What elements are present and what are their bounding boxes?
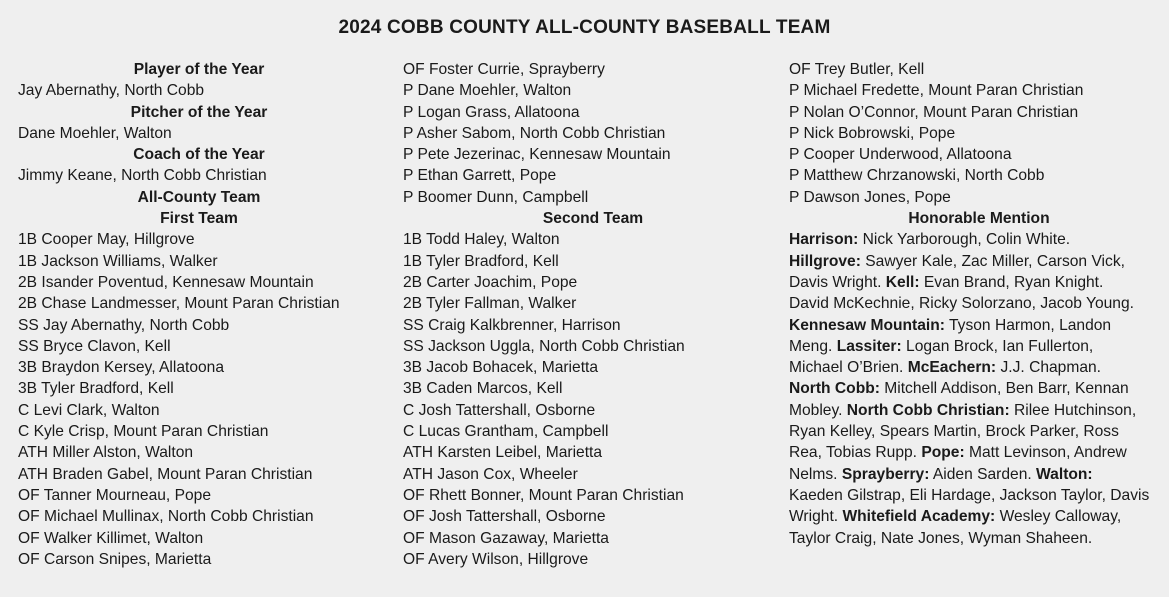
school-name: Pope: [921, 444, 965, 462]
player-entry: P Matthew Chrzanowski, North Cobb [789, 167, 1045, 185]
honorable-mention-line [789, 442, 1169, 463]
player-names: Nick Yarborough, Colin White. [858, 231, 1071, 249]
player-entry: 1B Tyler Bradford, Kell [403, 252, 559, 270]
school-name: Walton: [1036, 465, 1093, 483]
player-entry: ATH Miller Alston, Walton [18, 444, 194, 462]
player-entry: C Levi Clark, Walton [18, 401, 160, 419]
player-entry: OF Josh Tattershall, Osborne [403, 508, 606, 526]
player-entry: ATH Braden Gabel, Mount Paran Christian [18, 465, 313, 483]
player-entry: C Josh Tattershall, Osborne [403, 401, 596, 419]
player-names: Kaeden Gilstrap, Eli Hardage, Jackson Taylor, Davis [789, 486, 1150, 504]
column-3 [789, 59, 1169, 549]
player-names: Mobley. [789, 401, 847, 419]
honorable-mention-line [789, 357, 1169, 378]
column-1 [18, 59, 398, 570]
school-name: Kennesaw Mountain: [789, 316, 945, 334]
player-names: Nelms. [789, 465, 842, 483]
player-entry: OF Foster Currie, Sprayberry [403, 61, 605, 78]
school-name: Lassiter: [836, 337, 902, 355]
page-title: 2024 COBB COUNTY ALL-COUNTY BASEBALL TEAM [338, 17, 831, 38]
player-entry: OF Carson Snipes, Marietta [18, 550, 212, 568]
player-entry: 1B Todd Haley, Walton [403, 231, 560, 249]
player-entry: OF Avery Wilson, Hillgrove [403, 550, 589, 568]
player-entry: P Ethan Garrett, Pope [403, 167, 557, 185]
player-entry: OF Rhett Bonner, Mount Paran Christian [403, 486, 684, 504]
player-entry: P Dawson Jones, Pope [789, 188, 951, 206]
player-entry: ATH Karsten Leibel, Marietta [403, 444, 603, 462]
player-entry: P Nick Bobrowski, Pope [789, 124, 956, 142]
player-names: Rilee Hutchinson, [1009, 401, 1137, 419]
section-heading: Coach of the Year [133, 146, 265, 164]
player-names: Meng. [789, 337, 837, 355]
player-entry: P Pete Jezerinac, Kennesaw Mountain [403, 146, 671, 164]
honorable-mention-line [789, 272, 1169, 293]
honorable-mention-line [789, 464, 1169, 485]
player-entry: OF Tanner Mourneau, Pope [18, 486, 212, 504]
honorable-mention-line [789, 229, 1169, 250]
player-names: Evan Brand, Ryan Knight. [919, 273, 1104, 291]
player-entry: P Michael Fredette, Mount Paran Christian [789, 82, 1084, 100]
honorable-mention-line [789, 293, 1169, 314]
player-entry: P Logan Grass, Allatoona [403, 103, 580, 121]
school-name: Harrison: [789, 231, 859, 249]
player-entry: 3B Tyler Bradford, Kell [18, 380, 174, 398]
player-entry: Jimmy Keane, North Cobb Christian [18, 167, 267, 185]
player-entry: 3B Caden Marcos, Kell [403, 380, 563, 398]
school-name: Whitefield Academy: [842, 508, 996, 526]
school-name: Kell: [885, 273, 920, 291]
section-heading: Honorable Mention [908, 210, 1050, 228]
section-heading: First Team [160, 210, 238, 228]
player-entry: SS Jackson Uggla, North Cobb Christian [403, 337, 685, 355]
player-names: David McKechnie, Ricky Solorzano, Jacob Young. [789, 295, 1134, 313]
school-name: Hillgrove: [789, 252, 861, 270]
section-heading: Second Team [542, 210, 644, 228]
player-names: Taylor Craig, Nate Jones, Wyman Shaheen. [789, 529, 1093, 547]
player-entry: P Boomer Dunn, Campbell [403, 188, 589, 206]
player-entry: OF Walker Killimet, Walton [18, 529, 204, 547]
player-names: Wesley Calloway, [995, 508, 1122, 526]
honorable-mention-line [789, 528, 1169, 549]
player-entry: P Cooper Underwood, Allatoona [789, 146, 1012, 164]
player-entry: 2B Tyler Fallman, Walker [403, 295, 577, 313]
player-entry: 1B Cooper May, Hillgrove [18, 231, 195, 249]
player-entry: SS Jay Abernathy, North Cobb [18, 316, 230, 334]
player-names: Aiden Sarden. [929, 465, 1037, 483]
player-entry: OF Mason Gazaway, Marietta [403, 529, 609, 547]
player-names: Logan Brock, Ian Fullerton, [901, 337, 1094, 355]
honorable-mention-line [789, 315, 1169, 336]
player-names: Ryan Kelley, Spears Martin, Brock Parker, Ross [789, 423, 1119, 441]
honorable-mention-line [789, 485, 1169, 506]
honorable-mention-line [789, 506, 1169, 527]
player-entry: 2B Chase Landmesser, Mount Paran Christian [18, 295, 340, 313]
column-2 [403, 59, 783, 570]
player-entry: OF Michael Mullinax, North Cobb Christian [18, 508, 314, 526]
player-names: Matt Levinson, Andrew [964, 444, 1127, 462]
player-entry: P Asher Sabom, North Cobb Christian [403, 124, 666, 142]
player-entry: Jay Abernathy, North Cobb [18, 82, 205, 100]
player-entry: C Lucas Grantham, Campbell [403, 423, 609, 441]
honorable-mention-line [789, 421, 1169, 442]
player-entry: 1B Jackson Williams, Walker [18, 252, 218, 270]
player-entry: P Dane Moehler, Walton [403, 82, 572, 100]
honorable-mention-line [789, 378, 1169, 399]
player-entry: OF Trey Butler, Kell [789, 61, 925, 78]
honorable-mention-line [789, 251, 1169, 272]
player-names: J.J. Chapman. [996, 359, 1102, 377]
school-name: Sprayberry: [841, 465, 930, 483]
player-entry: P Nolan O’Connor, Mount Paran Christian [789, 103, 1079, 121]
player-names: Wright. [789, 508, 843, 526]
player-entry: ATH Jason Cox, Wheeler [403, 465, 578, 483]
player-entry: C Kyle Crisp, Mount Paran Christian [18, 423, 269, 441]
player-entry: 2B Carter Joachim, Pope [403, 273, 578, 291]
school-name: North Cobb: [789, 380, 880, 398]
player-names: Michael O’Brien. [789, 359, 908, 377]
player-entry: 3B Jacob Bohacek, Marietta [403, 359, 599, 377]
player-names: Sawyer Kale, Zac Miller, Carson Vick, [860, 252, 1125, 270]
section-heading: Player of the Year [133, 61, 265, 78]
honorable-mention-line [789, 400, 1169, 421]
school-name: McEachern: [907, 359, 997, 377]
player-entry: 3B Braydon Kersey, Allatoona [18, 359, 225, 377]
school-name: North Cobb Christian: [846, 401, 1010, 419]
player-names: Davis Wright. [789, 273, 886, 291]
player-names: Tyson Harmon, Landon [944, 316, 1112, 334]
player-entry: SS Bryce Clavon, Kell [18, 337, 171, 355]
player-entry: Dane Moehler, Walton [18, 124, 172, 142]
section-heading: All-County Team [137, 188, 261, 206]
player-names: Rea, Tobias Rupp. [789, 444, 922, 462]
player-names: Mitchell Addison, Ben Barr, Kennan [879, 380, 1129, 398]
honorable-mention-line [789, 336, 1169, 357]
section-heading: Pitcher of the Year [130, 103, 268, 121]
player-entry: 2B Isander Poventud, Kennesaw Mountain [18, 273, 314, 291]
player-entry: SS Craig Kalkbrenner, Harrison [403, 316, 621, 334]
